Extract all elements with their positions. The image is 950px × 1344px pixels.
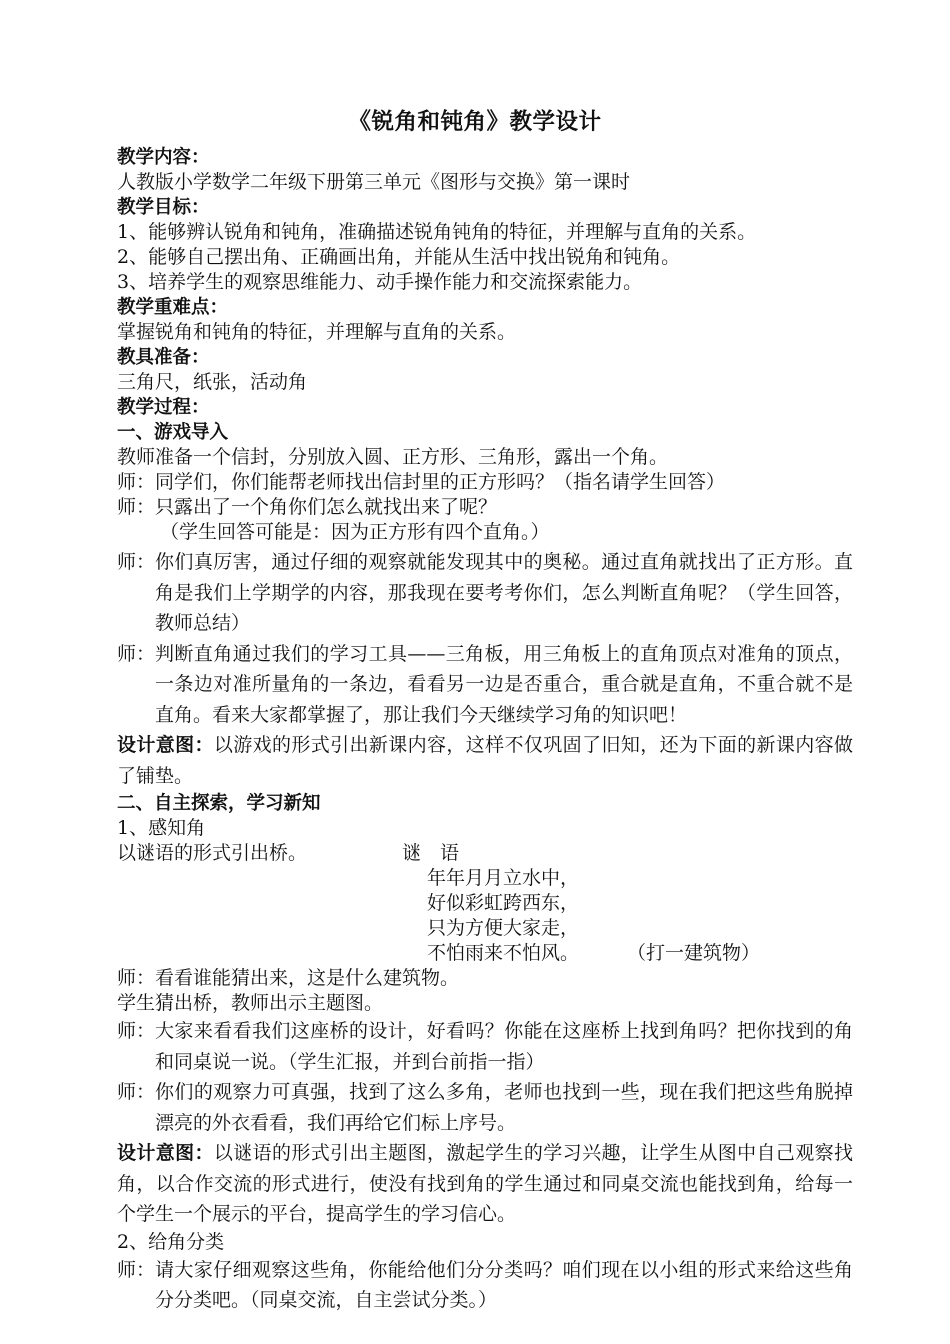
teacher-tag: 师： [117,471,156,493]
teacher-line [117,966,853,991]
teacher-text: 同学们，你们能帮老师找出信封里的正方形吗？（指名请学生回答） [155,471,726,493]
tools-heading: 教具准备： [117,347,210,368]
subsection-heading: 2、给角分类 [117,1230,225,1253]
section2-heading: 二、自主探索，学习新知 [117,793,321,814]
design-intent-text: 以谜语的形式引出主题图，激起学生的学习兴趣，让学生从图中自己观察找角，以合作交流的形式进行，使没有找到角的学生通过和同桌交流也能找到角，给每一个学生一个展示的平台，提高学生的学习信心。 [117,1142,853,1225]
riddle-line [117,866,853,891]
teacher-tag: 师： [117,496,156,518]
section1-intro: 教师准备一个信封，分别放入圆、正方形、三角形，露出一个角。 [117,446,669,468]
process-heading: 教学过程： [117,397,210,418]
teacher-text: 你们的观察力可真强，找到了这么多角，老师也找到一些，现在我们把这些角脱掉漂亮的外衣看看，我们再给它们标上序号。 [155,1081,853,1134]
tools-text: 三角尺，纸张，活动角 [117,371,308,393]
subsection-heading: 1、感知角 [117,817,206,839]
riddle-hint: （打一建筑物） [627,942,761,964]
teacher-text: 看看谁能猜出来，这是什么建筑物。 [155,967,460,989]
key-points-text: 掌握锐角和钝角的特征，并理解与直角的关系。 [117,321,517,343]
teaching-goals-heading: 教学目标： [117,197,210,218]
riddle-line-text: 只为方便大家走， [427,917,580,939]
teacher-tag: 师： [117,967,156,989]
teaching-content-heading: 教学内容： [117,147,210,168]
design-intent-text: 以游戏的形式引出新课内容，这样不仅巩固了旧知，还为下面的新课内容做了铺垫。 [117,734,853,787]
student-line: 学生猜出桥，教师出示主题图。 [117,992,384,1014]
design-intent [117,730,853,791]
riddle-line-text: 好似彩虹跨西东， [427,892,580,914]
riddle-line [117,941,853,966]
riddle-title: 谜 语 [402,842,460,864]
teacher-line [117,495,853,520]
design-intent-label: 设计意图： [117,1142,214,1164]
riddle-line [117,916,853,941]
section1-heading: 一、游戏导入 [117,422,229,443]
design-intent-label: 设计意图： [117,734,214,756]
student-answer: （学生回答可能是：因为正方形有四个直角。） [160,521,550,543]
teaching-content-text: 人教版小学数学二年级下册第三单元《图形与交换》第一课时 [117,171,631,193]
teacher-line [117,547,853,639]
key-points-heading: 教学重难点： [117,297,229,318]
teacher-line [117,1077,853,1138]
teacher-line [117,470,853,495]
teacher-text: 请大家仔细观察这些角，你能给他们分分类吗？咱们现在以小组的形式来给这些角分分类吧。（同桌交流，自主尝试分类。） [155,1258,853,1311]
design-intent [117,1138,853,1230]
teacher-line [117,1016,853,1077]
riddle-line [117,891,853,916]
teacher-tag: 师： [117,551,156,573]
teacher-tag: 师： [117,642,156,665]
teacher-tag: 师： [117,1258,156,1281]
riddle-line-text: 年年月月立水中， [427,867,580,889]
document-title: 《锐角和钝角》教学设计 [348,109,602,135]
teacher-text: 判断直角通过我们的学习工具——三角板，用三角板上的直角顶点对准角的顶点，一条边对准所量角的一条边，看看另一边是否重合，重合就是直角，不重合就不是直角。看来大家都掌握了，那让我们今天继续学习角的知识吧！ [155,642,853,726]
goal-item: 1、能够辨认锐角和钝角，准确描述锐角钝角的特征，并理解与直角的关系。 [117,221,757,243]
goal-item: 3、培养学生的观察思维能力、动手操作能力和交流探索能力。 [117,271,643,293]
teacher-text: 大家来看看我们这座桥的设计，好看吗？你能在这座桥上找到角吗？把你找到的角和同桌说一说。（学生汇报，并到台前指一指） [155,1020,853,1073]
teacher-line [117,639,853,731]
goal-item: 2、能够自己摆出角、正确画出角，并能从生活中找出锐角和钝角。 [117,246,681,268]
riddle-intro-row [117,841,853,866]
teacher-tag: 师： [117,1081,156,1103]
riddle-intro: 以谜语的形式引出桥。 [117,842,308,864]
teacher-text: 只露出了一个角你们怎么就找出来了呢？ [155,496,498,518]
teacher-tag: 师： [117,1020,156,1042]
teacher-line [117,1255,853,1316]
document-body [117,145,853,1316]
teacher-text: 你们真厉害，通过仔细的观察就能发现其中的奥秘。通过直角就找出了正方形。直角是我们上学期学的内容，那我现在要考考你们，怎么判断直角呢？（学生回答，教师总结） [155,551,853,634]
riddle-line-text: 不怕雨来不怕风。 [427,942,580,964]
